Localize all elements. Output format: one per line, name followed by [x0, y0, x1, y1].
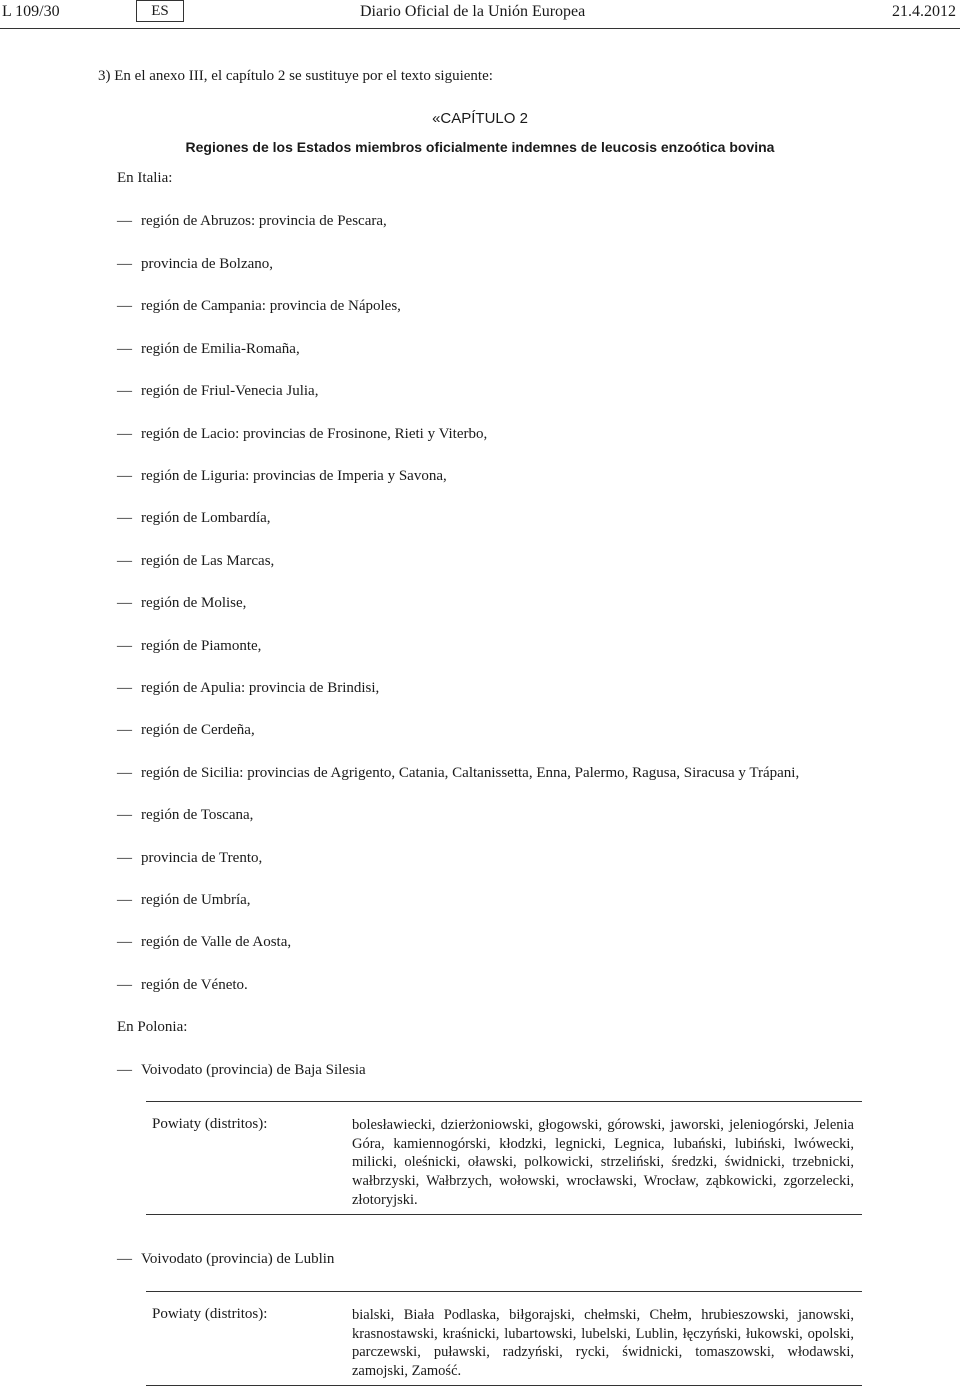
voivodship-heading: — Voivodato (provincia) de Baja Silesia — [117, 1062, 366, 1078]
dash-icon: — — [117, 213, 132, 229]
chapter-title: Regiones de los Estados miembros oficialmente indemnes de leucosis enzoótica bovina — [185, 139, 775, 155]
dash-icon: — — [117, 977, 132, 993]
list-item: — región de Lacio: provincias de Frosinone, Rieti y Viterbo, — [117, 426, 488, 442]
list-item: — región de Campania: provincia de Nápoles, — [117, 298, 401, 314]
list-item: — región de Véneto. — [117, 977, 248, 993]
dash-icon: — — [117, 1251, 132, 1267]
list-item: — región de Emilia-Romaña, — [117, 341, 300, 357]
page-number: L 109/30 — [2, 3, 60, 20]
dash-icon: — — [117, 765, 132, 781]
dash-icon: — — [117, 468, 132, 484]
list-item: — región de Valle de Aosta, — [117, 934, 292, 950]
dash-icon: — — [117, 298, 132, 314]
list-item: — región de Liguria: provincias de Imperia y Savona, — [117, 468, 447, 484]
language-box: ES — [136, 0, 184, 22]
dash-icon: — — [117, 807, 132, 823]
intro-paragraph: 3) En el anexo III, el capítulo 2 se sustituye por el texto siguiente: — [98, 68, 493, 84]
dash-icon: — — [117, 553, 132, 569]
district-table-baja-silesia — [146, 1101, 862, 1215]
dash-icon: — — [117, 1062, 132, 1078]
list-item: — región de Friul-Venecia Julia, — [117, 383, 319, 399]
list-item: — región de Molise, — [117, 595, 247, 611]
list-item: — región de Piamonte, — [117, 638, 262, 654]
list-item: — región de Cerdeña, — [117, 722, 255, 738]
dash-icon: — — [117, 934, 132, 950]
dash-icon: — — [117, 892, 132, 908]
list-item: — provincia de Bolzano, — [117, 256, 274, 272]
italy-heading: En Italia: — [117, 170, 173, 186]
page-header — [0, 0, 960, 29]
dash-icon: — — [117, 510, 132, 526]
dash-icon: — — [117, 638, 132, 654]
list-item: — región de Toscana, — [117, 807, 254, 823]
list-item: — región de Apulia: provincia de Brindisi, — [117, 680, 380, 696]
dash-icon: — — [117, 680, 132, 696]
dash-icon: — — [117, 722, 132, 738]
list-item: — provincia de Trento, — [117, 850, 263, 866]
district-list: bialski, Biała Podlaska, biłgorajski, chełmski, Chełm, hrubieszowski, janowski, krasnostawski, kraśnicki, lubartowski, lubelski, Lublin, łęczyński, łukowski, opolski, parczewski, puławski, radzyński, rycki, świdnicki, tomaszowski, włodawski, zamojski, Zamość. — [352, 1307, 854, 1380]
dash-icon: — — [117, 383, 132, 399]
voivodship-heading: — Voivodato (provincia) de Lublin — [117, 1251, 335, 1267]
list-item: — región de Umbría, — [117, 892, 251, 908]
district-list: bolesławiecki, dzierżoniowski, głogowski, górowski, jaworski, jeleniogórski, Jelenia Góra, kamiennogórski, kłodzki, legnicki, Legnica, lubański, lubiński, lwówecki, milicki, oleśnicki, oławski, polkowicki, strzeliński, średzki, świdnicki, trzebnicki, wałbrzyski, Wałbrzych, wołowski, wrocławski, Wrocław, ząbkowicki, zgorzelecki, złotoryjski. — [352, 1117, 854, 1208]
dash-icon: — — [117, 426, 132, 442]
dash-icon: — — [117, 256, 132, 272]
dash-icon: — — [117, 595, 132, 611]
district-label: Powiaty (distritos): — [152, 1306, 268, 1322]
journal-title: Diario Oficial de la Unión Europea — [360, 3, 586, 20]
list-item: — región de Sicilia: provincias de Agrigento, Catania, Caltanissetta, Enna, Palermo, Ragusa, Siracusa y Trápani, — [117, 765, 800, 781]
publication-date: 21.4.2012 — [892, 3, 956, 20]
dash-icon: — — [117, 850, 132, 866]
dash-icon: — — [117, 341, 132, 357]
list-item: — región de Lombardía, — [117, 510, 271, 526]
list-item: — región de Las Marcas, — [117, 553, 275, 569]
poland-heading: En Polonia: — [117, 1019, 188, 1035]
list-item: — región de Abruzos: provincia de Pescara, — [117, 213, 387, 229]
chapter-label: «CAPÍTULO 2 — [432, 110, 528, 127]
district-label: Powiaty (distritos): — [152, 1116, 268, 1132]
district-table-lublin — [146, 1291, 862, 1386]
